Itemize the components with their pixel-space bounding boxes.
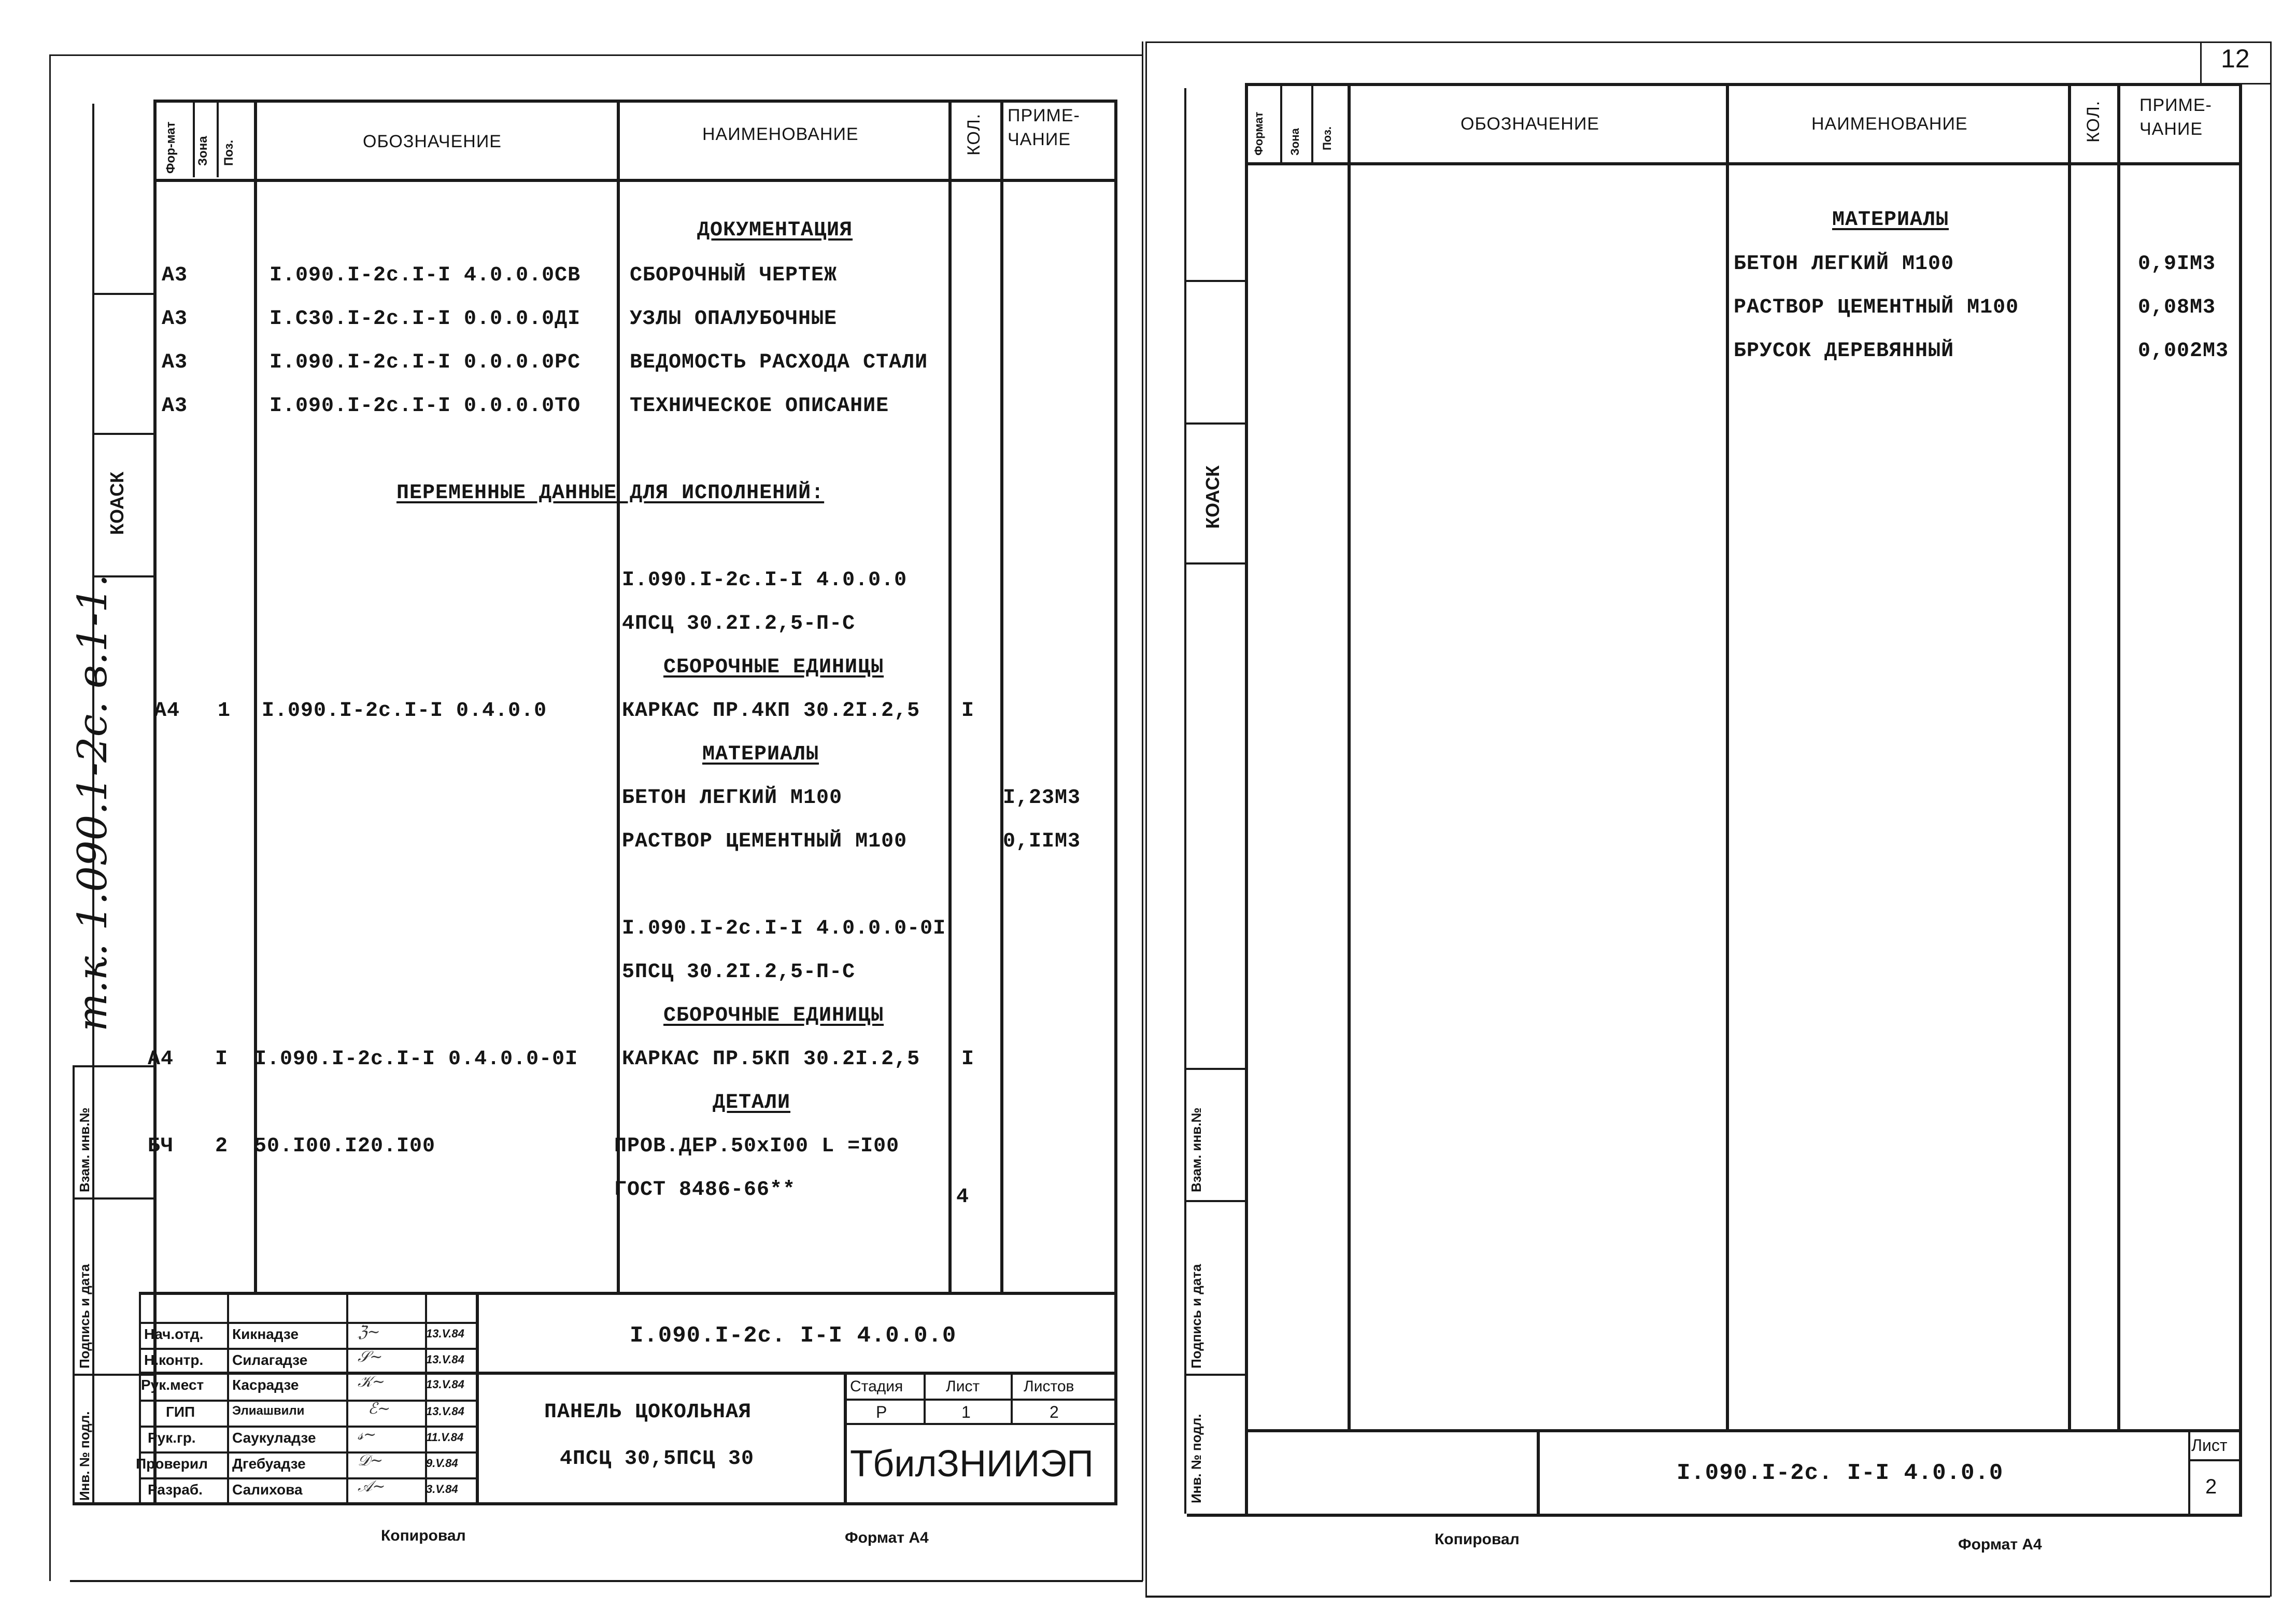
row-name: БЕТОН ЛЕГКИЙ М100 [622,786,843,810]
designation-column-header: ОБОЗНАЧЕНИЕ [363,132,502,151]
handwritten-code: т.к. 1.090.1-2с. в.1-1. [69,574,116,1032]
row-note: 0,IIМ3 [1003,830,1081,853]
row-designation: I.090.I-2c.I-I 0.0.0.0РС [270,351,581,374]
format-column-header: Фор-мат [164,121,178,174]
section-documentation: ДОКУМЕНТАЦИЯ [697,219,853,242]
row-name: ТЕХНИЧЕСКОЕ ОПИСАНИЕ [630,394,889,418]
designation-column-header: ОБОЗНАЧЕНИЕ [1461,114,1599,134]
qty-column-header: КОЛ. [964,113,984,156]
staff-signature: 𝒮~ [358,1348,383,1366]
format-column-header: Формат [1252,111,1265,156]
note-column-header-line1: ПРИМЕ- [2139,95,2212,115]
row-note: 0,08М3 [2138,296,2216,319]
row-format: А3 [162,351,188,374]
note-column-header-line2: ЧАНИЕ [1008,130,1071,149]
title-block-product-line1: ПАНЕЛЬ ЦОКОЛЬНАЯ [544,1401,752,1424]
organization-name: ТбилЗНИИЭП [850,1443,1094,1485]
staff-name: Силагадзе [232,1352,308,1368]
side-label-replace-inv: Взам. инв.№ [77,1107,92,1192]
row-format: А3 [162,394,188,418]
variant-code: I.090.I-2c.I-I 4.0.0.0-0I [622,917,946,940]
side-stamp: КОАСК [1202,465,1223,529]
side-label-replace-inv: Взам. инв.№ [1188,1107,1204,1192]
staff-role: Нач.отд. [144,1326,204,1342]
row-name: УЗЛЫ ОПАЛУБОЧНЫЕ [630,307,838,331]
row-qty: 4 [956,1186,970,1209]
row-designation: I.090.I-2c.I-I 4.0.0.0СВ [270,264,581,287]
staff-signature: 𝒜~ [358,1477,386,1496]
staff-name: Салихова [232,1482,303,1498]
row-name: БРУСОК ДЕРЕВЯННЫЙ [1734,340,1954,363]
row-format: БЧ [148,1135,174,1158]
variant-product: 5ПСЦ 30.2I.2,5-П-С [622,961,856,984]
row-note: 0,002М3 [2138,340,2229,363]
sheets-label: Листов [1024,1378,1074,1395]
row-format: А4 [154,699,180,723]
staff-date: 13.V.84 [426,1327,464,1340]
staff-date: 9.V.84 [426,1457,458,1470]
staff-date: 13.V.84 [426,1405,464,1418]
stage-label: Стадия [850,1378,903,1395]
staff-role: Проверил [136,1456,208,1472]
row-name: РАСТВОР ЦЕМЕНТНЫЙ М100 [622,830,908,853]
staff-role: Рук.гр. [148,1430,196,1446]
row-name: ВЕДОМОСТЬ РАСХОДА СТАЛИ [630,351,928,374]
footer-format: Формат А4 [1958,1536,2042,1553]
staff-date: 13.V.84 [426,1353,464,1366]
staff-role: ГИП [166,1404,195,1420]
staff-date: 13.V.84 [426,1378,464,1391]
row-name: ГОСТ 8486-66** [614,1178,796,1202]
staff-name: Дгебуадзе [232,1456,306,1472]
side-label-inv-no: Инв. № подл. [77,1411,92,1501]
row-designation: I.090.I-2c.I-I 0.4.0.0-0I [254,1048,578,1071]
name-column-header: НАИМЕНОВАНИЕ [1811,114,1968,134]
row-note: 0,9IМ3 [2138,252,2216,276]
section-assembly-units: СБОРОЧНЫЕ ЕДИНИЦЫ [663,1004,884,1027]
staff-signature: ℰ~ [368,1400,391,1418]
pos-column-header: Поз. [222,139,236,166]
sheet-label: Лист [946,1378,980,1395]
row-pos: I [215,1048,229,1071]
staff-role: Н.контр. [144,1352,204,1368]
footer-copied-by: Копировал [381,1527,466,1544]
row-pos: 2 [215,1135,229,1158]
section-materials: МАТЕРИАЛЫ [1832,208,1949,232]
staff-signature: 𝒟~ [358,1451,384,1470]
row-designation: I.С30.I-2c.I-I 0.0.0.0ДI [270,307,581,331]
row-name: СБОРОЧНЫЙ ЧЕРТЕЖ [630,264,838,287]
staff-name: Касрадзе [232,1377,299,1393]
sheet-value: 1 [961,1403,971,1421]
title-block-product-line2: 4ПСЦ 30,5ПСЦ 30 [560,1447,755,1471]
section-details: ДЕТАЛИ [713,1091,791,1115]
row-name: БЕТОН ЛЕГКИЙ М100 [1734,252,1954,276]
row-designation: 50.I00.I20.I00 [254,1135,436,1158]
staff-date: 11.V.84 [426,1431,464,1444]
row-pos: 1 [218,699,231,723]
side-stamp: КОАСК [106,471,127,535]
zone-column-header: Зона [1288,128,1301,156]
section-materials: МАТЕРИАЛЫ [702,743,819,766]
staff-name: Саукуладзе [232,1430,316,1446]
section-variable-data: ПЕРЕМЕННЫЕ ДАННЫЕ ДЛЯ ИСПОЛНЕНИЙ: [396,482,825,505]
staff-signature: 𝓈~ [358,1426,377,1444]
row-qty: I [961,1048,975,1071]
row-name: РАСТВОР ЦЕМЕНТНЫЙ М100 [1734,296,2019,319]
staff-date: 3.V.84 [426,1483,458,1496]
staff-role: Рук.мест [141,1377,204,1393]
row-name: КАРКАС ПР.4КП 30.2I.2,5 [622,699,920,723]
stage-value: Р [876,1403,887,1421]
staff-role: Разраб. [148,1482,203,1498]
side-label-signature-date: Подпись и дата [77,1264,92,1369]
section-assembly-units: СБОРОЧНЫЕ ЕДИНИЦЫ [663,656,884,679]
title-block-doc-code: I.090.I-2c. I-I 4.0.0.0 [1677,1460,2004,1486]
row-designation: I.090.I-2c.I-I 0.0.0.0ТО [270,394,581,418]
staff-name: Кикнадзе [232,1326,299,1342]
row-format: А3 [162,264,188,287]
staff-signature: 𝒦~ [358,1373,386,1391]
variant-code: I.090.I-2c.I-I 4.0.0.0 [622,569,908,592]
row-format: А3 [162,307,188,331]
name-column-header: НАИМЕНОВАНИЕ [702,124,859,144]
pos-column-header: Поз. [1321,126,1334,150]
side-label-inv-no: Инв. № подл. [1188,1414,1204,1503]
row-name: ПРОВ.ДЕР.50хI00 L =I00 [614,1135,900,1158]
row-name: КАРКАС ПР.5КП 30.2I.2,5 [622,1048,920,1071]
row-note: I,23М3 [1003,786,1081,810]
sheets-value: 2 [1050,1403,1059,1421]
row-format: А4 [148,1048,174,1071]
staff-name: Элиашвили [232,1404,305,1418]
sheet-label: Лист [2191,1436,2228,1455]
sheet-value: 2 [2205,1475,2217,1498]
note-column-header-line1: ПРИМЕ- [1008,106,1080,125]
note-column-header-line2: ЧАНИЕ [2139,119,2203,139]
row-designation: I.090.I-2c.I-I 0.4.0.0 [262,699,547,723]
row-qty: I [961,699,975,723]
footer-format: Формат А4 [845,1529,929,1546]
zone-column-header: Зона [196,136,210,166]
page-number: 12 [2221,44,2250,73]
footer-copied-by: Копировал [1435,1531,1520,1548]
variant-product: 4ПСЦ 30.2I.2,5-П-С [622,612,856,636]
title-block-doc-code: I.090.I-2c. I-I 4.0.0.0 [630,1323,957,1349]
qty-column-header: КОЛ. [2084,100,2103,143]
side-label-signature-date: Подпись и дата [1188,1264,1204,1369]
staff-signature: ℨ~ [358,1323,380,1341]
